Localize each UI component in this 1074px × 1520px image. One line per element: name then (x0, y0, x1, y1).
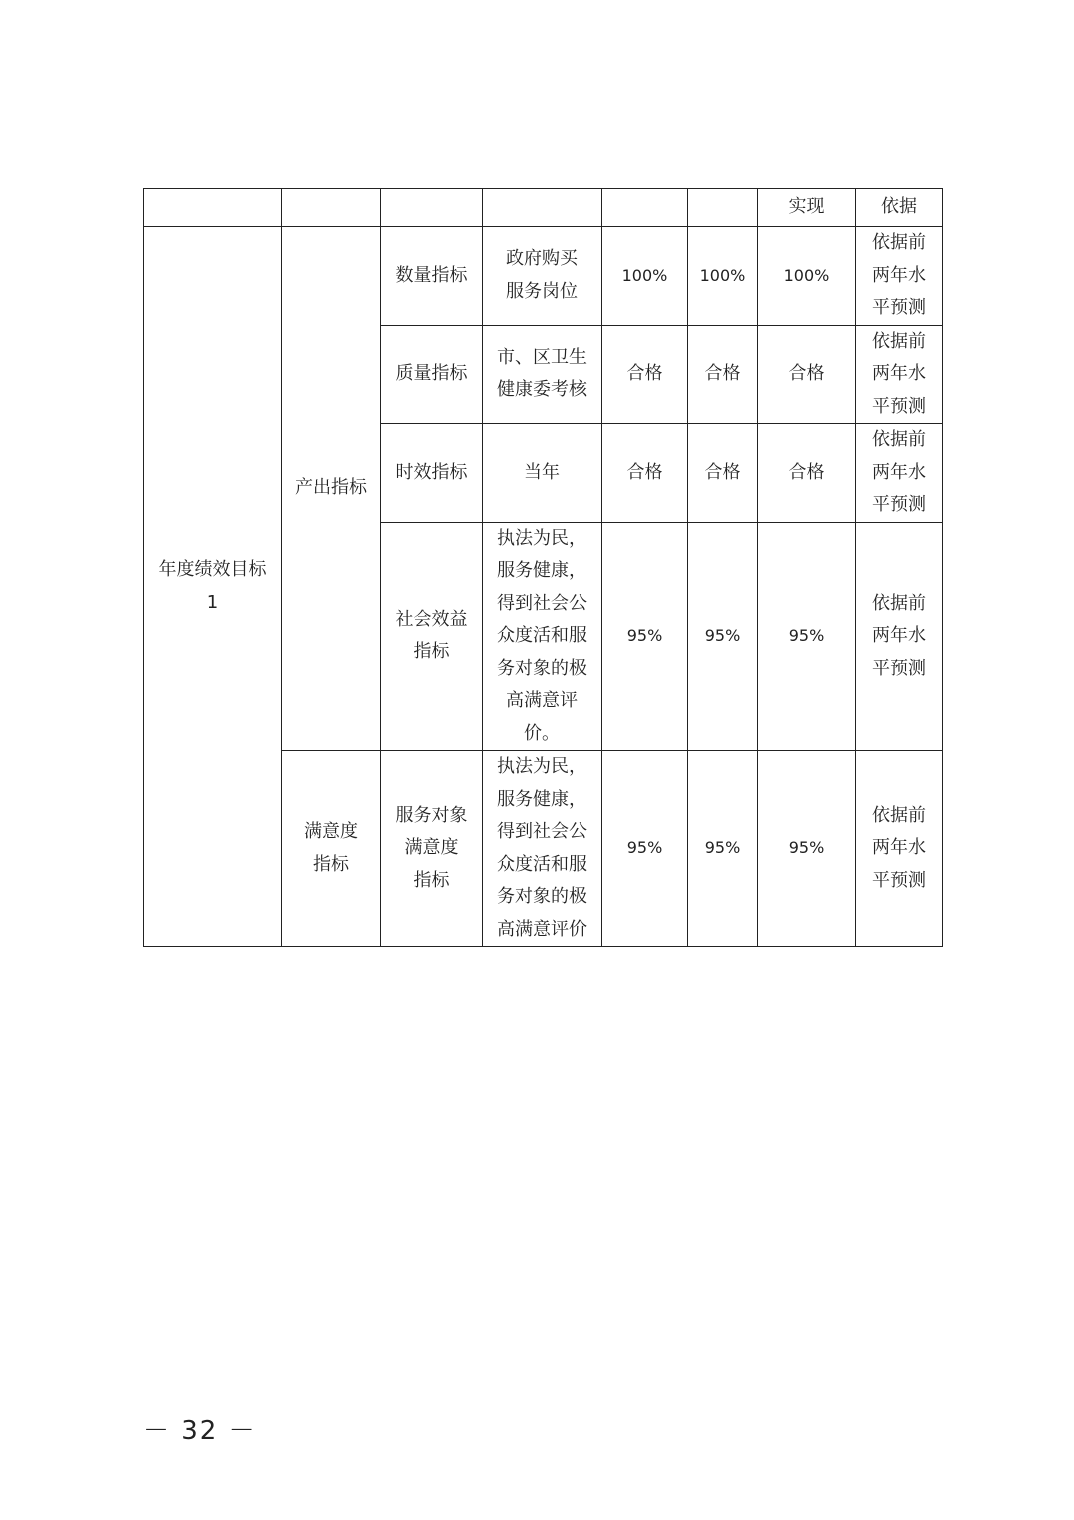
content-cell: 当年 (483, 424, 602, 523)
header-cell (483, 189, 602, 227)
satisfaction-indicator-cell: 满意度 指标 (282, 751, 381, 947)
value-cell: 95% (758, 522, 856, 751)
table-header-row (144, 189, 943, 227)
content-cell: 政府购买 服务岗位 (483, 227, 602, 326)
basis-cell: 依据前 两年水 平预测 (856, 751, 943, 947)
sub-indicator-cell: 时效指标 (381, 424, 483, 523)
header-cell (688, 189, 758, 227)
value-cell: 100% (758, 227, 856, 326)
value-cell: 95% (602, 522, 688, 751)
annual-goal-cell: 年度绩效目标 1 (144, 227, 282, 947)
table-row (144, 227, 943, 326)
value-cell: 合格 (758, 325, 856, 424)
performance-table (143, 188, 943, 947)
output-indicator-cell: 产出指标 (282, 227, 381, 751)
basis-cell: 依据前 两年水 平预测 (856, 325, 943, 424)
basis-cell: 依据前 两年水 平预测 (856, 424, 943, 523)
sub-indicator-cell: 服务对象 满意度 指标 (381, 751, 483, 947)
value-cell: 合格 (602, 424, 688, 523)
basis-cell: 依据前 两年水 平预测 (856, 522, 943, 751)
value-cell: 95% (602, 751, 688, 947)
sub-indicator-cell: 数量指标 (381, 227, 483, 326)
value-cell: 合格 (688, 424, 758, 523)
value-cell: 100% (602, 227, 688, 326)
content-cell: 执法为民， 服务健康， 得到社会公 众度活和服 务对象的极 高满意评 价。 (483, 522, 602, 751)
value-cell: 合格 (758, 424, 856, 523)
header-cell (381, 189, 483, 227)
sub-indicator-cell: 质量指标 (381, 325, 483, 424)
header-cell (144, 189, 282, 227)
basis-cell: 依据前 两年水 平预测 (856, 227, 943, 326)
header-cell (602, 189, 688, 227)
value-cell: 合格 (688, 325, 758, 424)
content-cell: 执法为民， 服务健康， 得到社会公 众度活和服 务对象的极 高满意评价 (483, 751, 602, 947)
value-cell: 95% (688, 522, 758, 751)
content-cell: 市、区卫生 健康委考核 (483, 325, 602, 424)
page-number: － 32 － (143, 1416, 257, 1446)
value-cell: 95% (688, 751, 758, 947)
header-cell-realized: 实现 (758, 189, 856, 227)
value-cell: 100% (688, 227, 758, 326)
value-cell: 95% (758, 751, 856, 947)
sub-indicator-cell: 社会效益 指标 (381, 522, 483, 751)
value-cell: 合格 (602, 325, 688, 424)
header-cell-basis: 依据 (856, 189, 943, 227)
header-cell (282, 189, 381, 227)
